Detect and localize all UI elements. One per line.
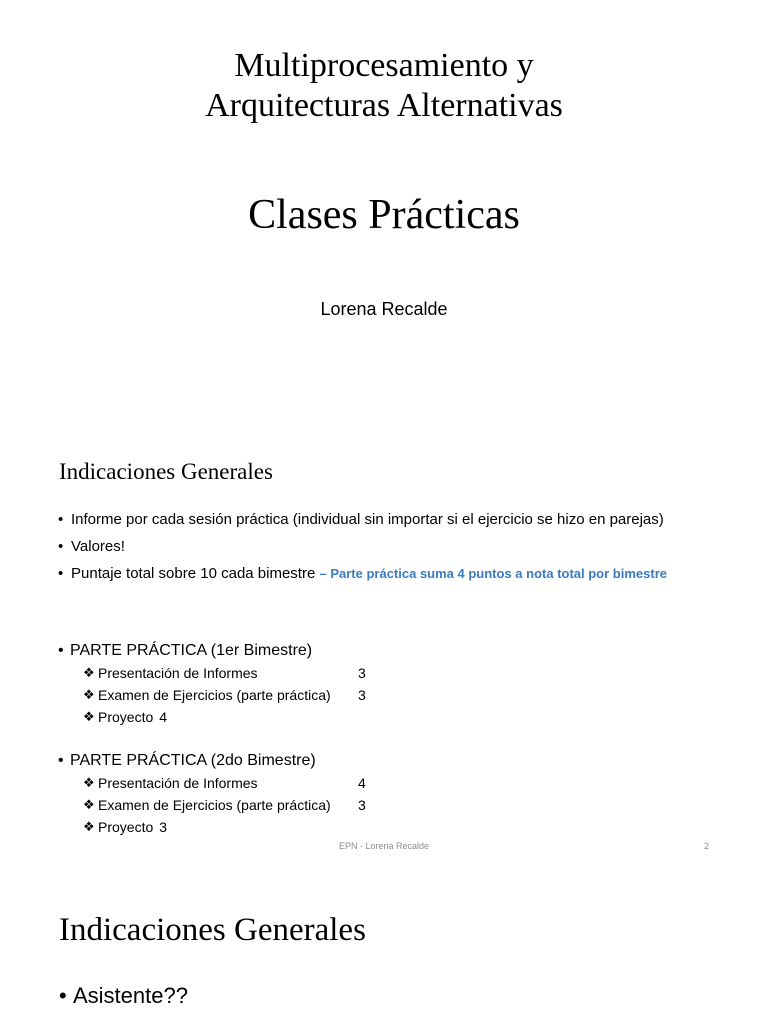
diamond-bullet-icon: ❖: [83, 687, 95, 702]
general-indications-slide-2: [0, 880, 768, 1024]
item-label: Proyecto: [98, 709, 154, 725]
section-2do-bimestre: [58, 750, 698, 838]
item-value: 3: [159, 819, 168, 835]
page-number: 2: [704, 841, 710, 851]
presentation-title: [0, 46, 768, 126]
bullet-note: – Parte práctica suma 4 puntos a nota total por bimestre: [319, 566, 667, 581]
section-title: • PARTE PRÁCTICA (1er Bimestre): [58, 640, 698, 662]
bullet-text: Informe por cada sesión práctica (individual sin importar si el ejercicio se hizo en parejas): [71, 511, 664, 528]
slide-heading: Indicaciones Generales: [59, 459, 273, 484]
item-value: 3: [358, 665, 366, 681]
list-item: [58, 510, 698, 529]
list-item: • Asistente??: [59, 982, 188, 1010]
section-title: • PARTE PRÁCTICA (2do Bimestre): [58, 750, 698, 772]
list-item: [58, 706, 698, 728]
general-indications-slide: [0, 440, 768, 880]
item-value: 4: [358, 775, 366, 791]
item-value: 4: [159, 709, 168, 725]
title-slide: [0, 0, 768, 440]
list-item: [58, 684, 698, 706]
item-value: 3: [358, 687, 366, 703]
bullet-text: Valores!: [71, 538, 125, 555]
diamond-bullet-icon: ❖: [83, 709, 95, 724]
title-line-2: Arquitecturas Alternativas: [205, 87, 563, 124]
list-item: [58, 772, 698, 794]
diamond-bullet-icon: ❖: [83, 665, 95, 680]
list-item: [58, 662, 698, 684]
bullet-text: Puntaje total sobre 10 cada bimestre: [71, 565, 316, 582]
diamond-bullet-icon: ❖: [83, 819, 95, 834]
presentation-subtitle: Clases Prácticas: [248, 192, 520, 238]
diamond-bullet-icon: ❖: [83, 775, 95, 790]
diamond-bullet-icon: ❖: [83, 797, 95, 812]
list-item: [58, 537, 698, 556]
item-label: Presentación de Informes: [98, 665, 258, 681]
item-value: 3: [358, 797, 366, 813]
bullet-list: [58, 510, 698, 583]
slide-heading: Indicaciones Generales: [59, 912, 366, 948]
author-name: Lorena Recalde: [320, 299, 448, 319]
list-item: [58, 816, 698, 838]
section-1er-bimestre: [58, 640, 698, 728]
list-item: [58, 794, 698, 816]
list-item: [58, 564, 698, 583]
title-line-1: Multiprocesamiento y: [234, 47, 534, 84]
item-label: Examen de Ejercicios (parte práctica): [98, 797, 331, 813]
item-label: Presentación de Informes: [98, 775, 258, 791]
slide-footer: EPN - Lorena Recalde: [338, 841, 430, 851]
item-label: Proyecto: [98, 819, 154, 835]
item-label: Examen de Ejercicios (parte práctica): [98, 687, 331, 703]
